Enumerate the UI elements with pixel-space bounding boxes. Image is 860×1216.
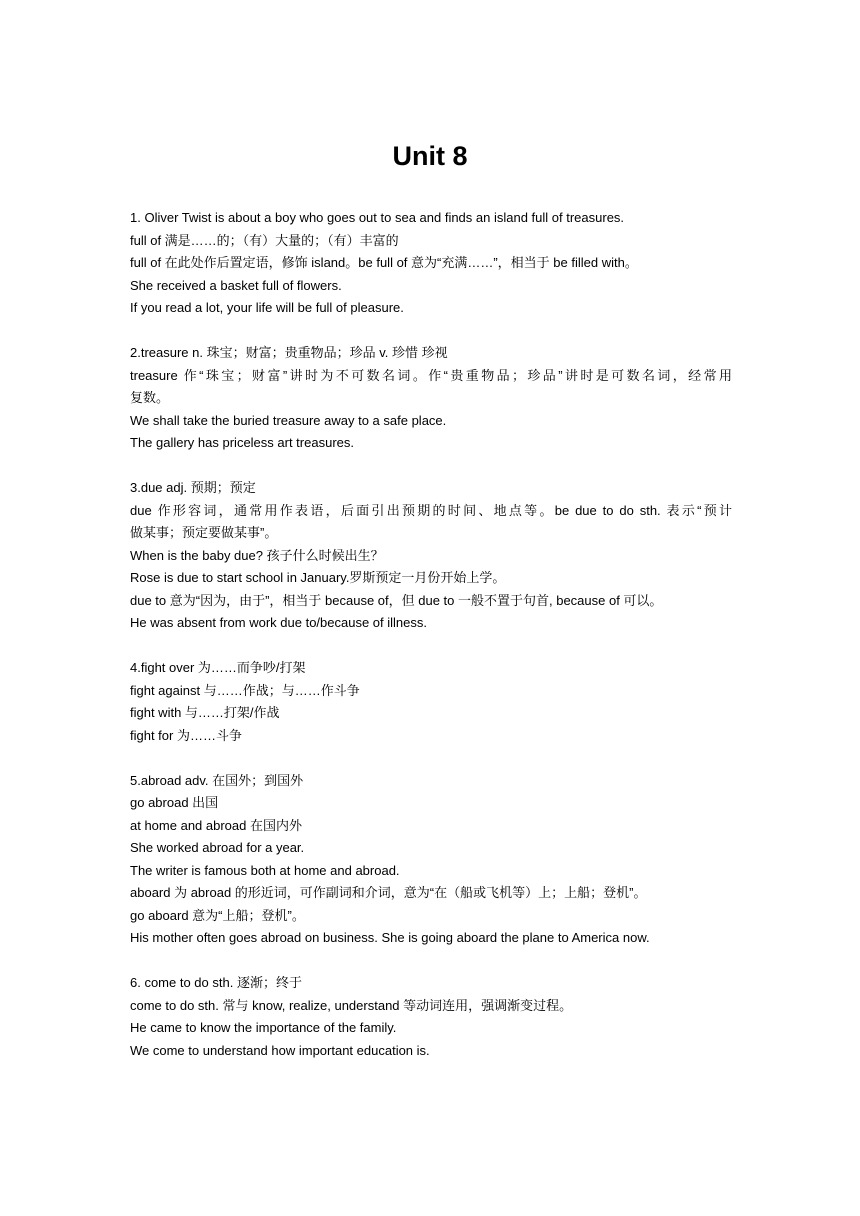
document-body [130, 207, 732, 1062]
section-5-line-6: aboard 为 abroad 的形近词，可作副词和介词，意为“在（船或飞机等）上；上船；登机”。 [130, 885, 647, 900]
section-6-line-4: We come to understand how important education is. [130, 1042, 430, 1058]
section-4-line-2: fight against 与……作战；与……作斗争 [130, 682, 360, 698]
section-5 [130, 770, 732, 950]
section-3-line-2: due 作形容词，通常用作表语，后面引出预期的时间、地点等。be due to do sth. 表示“预计 [130, 502, 732, 518]
section-5-line-1: 5.abroad adv. 在国外；到国外 [130, 772, 304, 788]
page-title: Unit 8 [392, 141, 468, 171]
section-1-line-5: If you read a lot, your life will be full of pleasure. [130, 300, 404, 315]
section-5-line-3: at home and abroad 在国内外 [130, 817, 302, 833]
section-4-line-3: fight with 与……打架/作战 [130, 705, 280, 720]
section-3-line-4: When is the baby due? 孩子什么时候出生？ [130, 547, 384, 563]
section-6-line-1: 6. come to do sth. 逐渐；终于 [130, 975, 302, 990]
section-1-line-4: She received a basket full of flowers. [130, 277, 342, 293]
section-4-line-4: fight for 为……斗争 [130, 727, 242, 743]
section-1 [130, 207, 732, 320]
section-2-line-1: 2.treasure n. 珠宝；财富；贵重物品；珍品 v. 珍惜 珍视 [130, 345, 448, 360]
section-1-line-2: full of 满是……的；（有）大量的；（有）丰富的 [130, 232, 399, 248]
section-3-line-5: Rose is due to start school in January.罗斯预定一月份开始上学。 [130, 570, 506, 585]
section-3-line-6: due to 意为“因为，由于”，相当于 because of，但 due to 一般不置于句首, because of 可以。 [130, 592, 663, 608]
section-6 [130, 972, 732, 1062]
section-5-line-8: His mother often goes abroad on business. She is going aboard the plane to America now. [130, 930, 650, 945]
section-5-line-5: The writer is famous both at home and abroad. [130, 862, 400, 878]
paragraph-gap [130, 320, 732, 343]
section-1-line-3: full of 在此处作后置定语，修饰 island。be full of 意为“充满……”，相当于 be filled with。 [130, 255, 638, 270]
section-5-line-2: go abroad 出国 [130, 795, 219, 810]
section-3-line-1: 3.due adj. 预期；预定 [130, 480, 256, 495]
section-2 [130, 342, 732, 455]
section-3-line-7: He was absent from work due to/because of illness. [130, 615, 427, 630]
section-2-line-2: treasure 作“珠宝；财富”讲时为不可数名词。作“贵重物品；珍品”讲时是可数名词，经常用 [130, 367, 732, 383]
section-2-line-5: The gallery has priceless art treasures. [130, 435, 354, 450]
section-1-line-1: 1. Oliver Twist is about a boy who goes out to sea and finds an island full of treasures. [130, 210, 625, 225]
section-6-line-3: He came to know the importance of the family. [130, 1020, 397, 1035]
paragraph-gap [130, 747, 732, 770]
paragraph-gap [130, 455, 732, 478]
paragraph-gap [130, 950, 732, 973]
section-6-line-2: come to do sth. 常与 know, realize, understand 等动词连用，强调渐变过程。 [130, 997, 573, 1013]
section-2-line-4: We shall take the buried treasure away to a safe place. [130, 412, 447, 428]
section-5-line-7: go aboard 意为“上船；登机”。 [130, 907, 305, 923]
section-5-line-4: She worked abroad for a year. [130, 840, 305, 855]
section-3 [130, 477, 732, 635]
section-2-line-3: 复数。 [130, 390, 170, 405]
paragraph-gap [130, 635, 732, 658]
section-3-line-3: 做某事；预定要做某事”。 [130, 525, 278, 540]
section-4-line-1: 4.fight over 为……而争吵/打架 [130, 660, 306, 675]
section-4 [130, 657, 732, 747]
